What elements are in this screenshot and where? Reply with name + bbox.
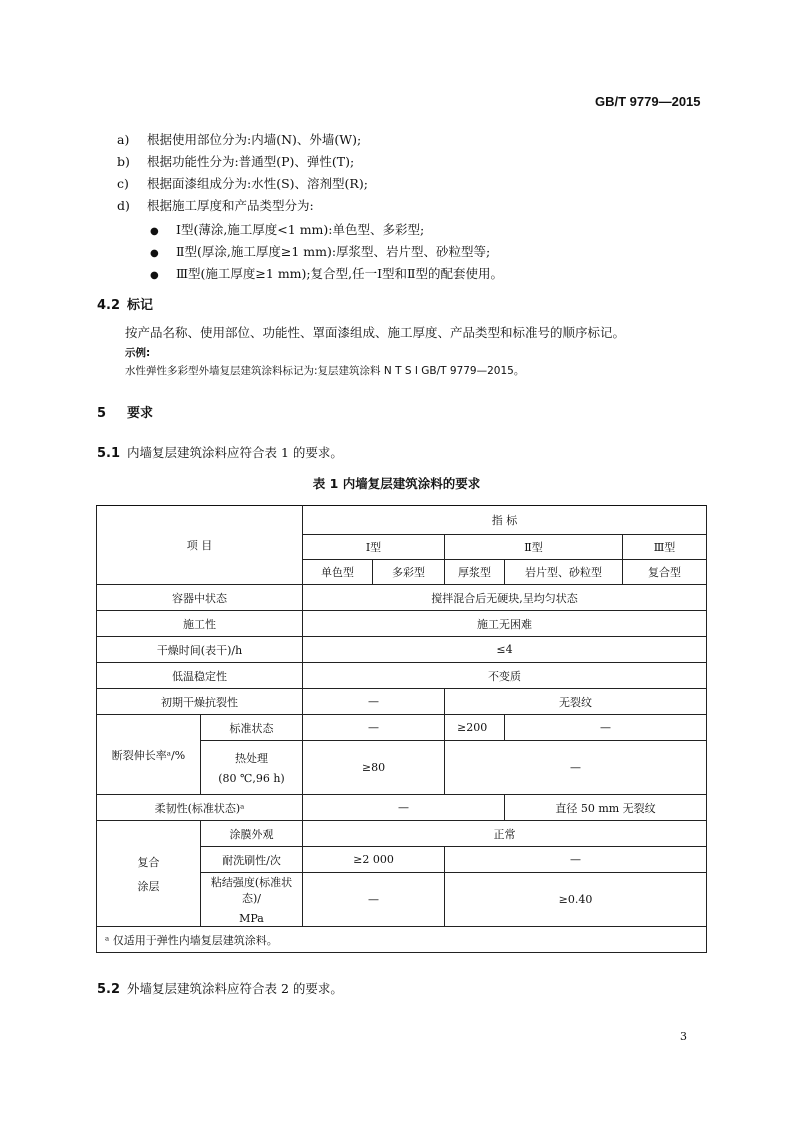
section-4-2-text: 按产品名称、使用部位、功能性、罩面漆组成、施工厚度、产品类型和标准号的顺序标记。 bbox=[125, 325, 626, 340]
row-value: 直径 50 mm 无裂纹 bbox=[505, 795, 707, 821]
table-footnote: ᵃ 仅适用于弹性内墙复层建筑涂料。 bbox=[97, 927, 707, 953]
list-item-b: b) 根据功能性分为:普通型(P)、弹性(T); bbox=[117, 154, 355, 169]
bullet-dot-icon: ● bbox=[150, 248, 159, 259]
row-label: 粘结强度(标准状态)/ MPa bbox=[201, 873, 303, 927]
standard-code: GB/T 9779—2015 bbox=[595, 94, 701, 109]
header-type3: Ⅲ型 bbox=[623, 535, 707, 560]
list-item-d: d) 根据施工厚度和产品类型分为: bbox=[117, 198, 314, 213]
list-item-a: a) 根据使用部位分为:内墙(N)、外墙(W); bbox=[117, 132, 362, 147]
heat-label-2: (80 ℃,96 h) bbox=[218, 772, 285, 785]
bullet-type3: ● Ⅲ型(施工厚度≥1 mm);复合型,任一Ⅰ型和Ⅱ型的配套使用。 bbox=[150, 266, 504, 281]
row-value: — bbox=[303, 873, 445, 927]
heat-label-1: 热处理 bbox=[235, 752, 268, 765]
row-value: — bbox=[445, 847, 707, 873]
example-label: 示例: bbox=[125, 347, 151, 359]
section-5-heading: 5 要求 bbox=[97, 406, 154, 421]
elongation-group-label: 断裂伸长率ᵃ/% bbox=[97, 715, 201, 795]
row-label: 耐洗刷性/次 bbox=[201, 847, 303, 873]
row-value: 搅拌混合后无硬块,呈均匀状态 bbox=[303, 585, 707, 611]
row-label: 低温稳定性 bbox=[97, 663, 303, 689]
bullet-type2: ● Ⅱ型(厚涂,施工厚度≥1 mm):厚浆型、岩片型、砂粒型等; bbox=[150, 244, 491, 259]
row-value: ≥80 bbox=[303, 741, 445, 795]
requirements-table bbox=[96, 505, 707, 953]
table-1-title: 表 1 内墙复层建筑涂料的要求 bbox=[312, 476, 481, 491]
row-value: 无裂纹 bbox=[445, 689, 707, 715]
page-number: 3 bbox=[680, 1030, 687, 1043]
row-label: 干燥时间(表干)/h bbox=[97, 637, 303, 663]
example-text: 水性弹性多彩型外墙复层建筑涂料标记为:复层建筑涂料 N T S I GB/T 9779—2015。 bbox=[125, 365, 525, 377]
list-item-c: c) 根据面漆组成分为:水性(S)、溶剂型(R); bbox=[117, 176, 368, 191]
row-value: ≥0.40 bbox=[445, 873, 707, 927]
row-value: — bbox=[505, 715, 707, 741]
header-sub-multi: 多彩型 bbox=[373, 560, 445, 585]
header-sub-composite: 复合型 bbox=[623, 560, 707, 585]
row-value: ≥2 000 bbox=[303, 847, 445, 873]
row-value: — bbox=[303, 715, 445, 741]
row-label: 初期干燥抗裂性 bbox=[97, 689, 303, 715]
row-value: — bbox=[303, 689, 445, 715]
header-type1: Ⅰ型 bbox=[303, 535, 445, 560]
row-value: 正常 bbox=[303, 821, 707, 847]
header-sub-thick: 厚浆型 bbox=[445, 560, 505, 585]
header-sub-single: 单色型 bbox=[303, 560, 373, 585]
row-value: — bbox=[303, 795, 505, 821]
row-label: 涂膜外观 bbox=[201, 821, 303, 847]
section-4-2-heading: 4.2 标记 bbox=[97, 298, 154, 313]
row-value: 施工无困难 bbox=[303, 611, 707, 637]
row-value: 不变质 bbox=[303, 663, 707, 689]
bullet-type1: ● Ⅰ型(薄涂,施工厚度<1 mm):单色型、多彩型; bbox=[150, 222, 425, 237]
header-sub-rock: 岩片型、砂粒型 bbox=[505, 560, 623, 585]
composite-group-label: 复合 涂层 bbox=[97, 821, 201, 927]
row-value: — bbox=[445, 741, 707, 795]
section-5-1: 5.1 内墙复层建筑涂料应符合表 1 的要求。 bbox=[97, 445, 343, 461]
bullet-dot-icon: ● bbox=[150, 270, 159, 281]
row-label bbox=[201, 741, 303, 795]
header-item: 项 目 bbox=[97, 506, 303, 585]
header-indicator: 指 标 bbox=[303, 506, 707, 535]
row-label: 施工性 bbox=[97, 611, 303, 637]
row-label: 柔韧性(标准状态)ᵃ bbox=[97, 795, 303, 821]
row-value: ≤4 bbox=[303, 637, 707, 663]
row-label: 标准状态 bbox=[201, 715, 303, 741]
row-value: ≥200 bbox=[445, 715, 505, 741]
bullet-dot-icon: ● bbox=[150, 226, 159, 237]
section-5-2: 5.2 外墙复层建筑涂料应符合表 2 的要求。 bbox=[97, 981, 343, 997]
header-type2: Ⅱ型 bbox=[445, 535, 623, 560]
row-label: 容器中状态 bbox=[97, 585, 303, 611]
